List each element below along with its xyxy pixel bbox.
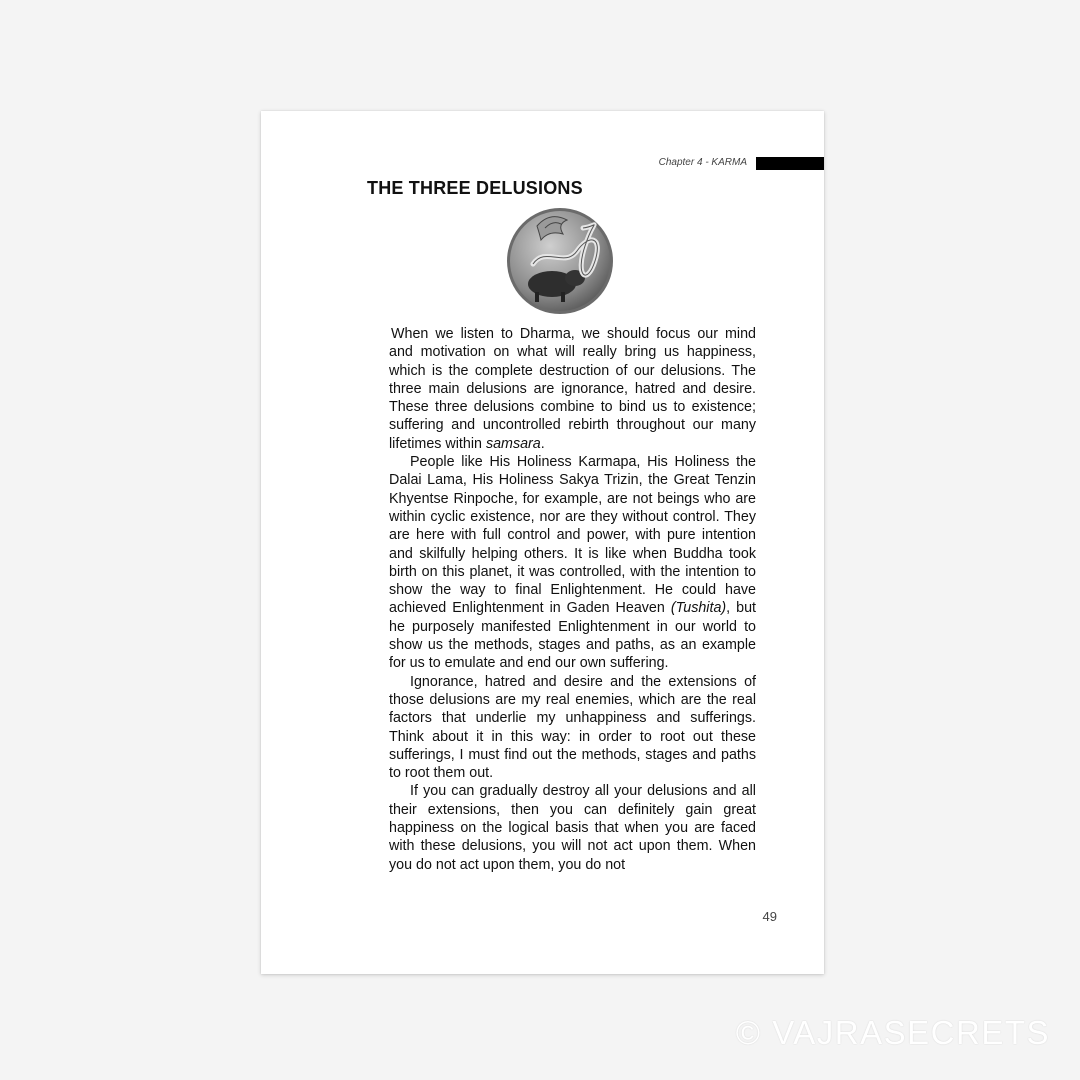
watermark: © VAJRASECRETS <box>735 1014 1050 1051</box>
three-animals-emblem-icon <box>505 206 615 316</box>
book-page <box>261 111 824 974</box>
page-number: 49 <box>762 909 777 924</box>
paragraph: When we listen to Dharma, we should focus our mind and motivation on what will really bring us happiness, which is the complete destruction of our delusions. The three main delusions are ignorance, hatred and desire. These three delusions combine to bind us to existence; suffering and uncontrolled rebirth throughout our many lifetimes within samsara. <box>389 326 756 452</box>
page-title: THE THREE DELUSIONS <box>367 178 583 198</box>
paragraph: People like His Holiness Karmapa, His Holiness the Dalai Lama, His Holiness Sakya Trizin, the Great Tenzin Khyentse Rinpoche, for example, are not beings who are within cyclic existence, nor are they without control. They are here with full control and power, with pure intention and skilfully helping others. It is like when Buddha took birth on this planet, it was controlled, with the intention to show the way to final Enlightenment. He could have achieved Enlightenment in Gaden Heaven (Tushita), but he purposely manifested Enlightenment in our world to show us the methods, stages and paths, as an example for us to emulate and end our own suffering. <box>389 454 756 672</box>
chapter-tab-bar <box>756 157 824 170</box>
body-text <box>389 325 756 874</box>
paragraph: Ignorance, hatred and desire and the extensions of those delusions are my real enemies, which are the real factors that underlie my unhappiness and sufferings. Think about it in this way: in order to root out these sufferings, I must find out the methods, stages and paths to root them out. <box>389 673 756 782</box>
paragraph: If you can gradually destroy all your delusions and all their extensions, then you can definitely gain great happiness on the logical basis that when you are faced with these delusions, you will not act upon them. When you do not act upon them, you do not <box>389 783 756 873</box>
running-head: Chapter 4 - KARMA <box>658 157 747 168</box>
